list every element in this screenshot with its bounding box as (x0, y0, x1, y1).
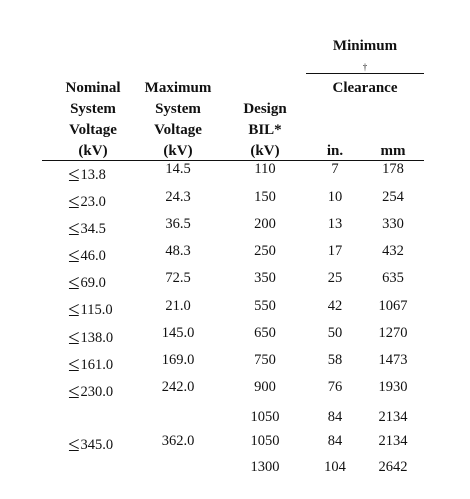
dagger-footnote-mark: † (362, 62, 368, 72)
design-bil-cell: 900 (254, 379, 276, 395)
clearance-in-cell: 7 (331, 161, 339, 177)
clearance-in-cell: 42 (327, 298, 343, 314)
nominal-header-line: Nominal (65, 80, 121, 96)
clearance-group-header (306, 36, 424, 99)
nominal-voltage-cell: ≤13.8 (68, 162, 106, 186)
nominal-header-line: (kV) (78, 143, 108, 159)
maximum-voltage-cell: 48.3 (165, 243, 191, 259)
nominal-voltage-cell: ≤138.0 (68, 325, 114, 349)
nominal-voltage-cell: ≤115.0 (68, 297, 113, 321)
inches-header: in. (326, 143, 344, 159)
clearance-mm-cell: 1473 (378, 352, 408, 368)
design-bil-cell: 110 (254, 161, 276, 177)
nominal-voltage-cell: ≤345.0 (68, 432, 114, 456)
nominal-header-line: System (70, 101, 116, 117)
clearance-in-cell: 84 (327, 433, 343, 449)
clearance-in-cell: 10 (327, 189, 343, 205)
clearance-mm-cell: 1270 (378, 325, 408, 341)
design-bil-cell: 1050 (250, 433, 280, 449)
nominal-voltage-cell: ≤23.0 (68, 189, 106, 213)
design-bil-cell: 550 (254, 298, 276, 314)
maximum-header-line: (kV) (163, 143, 193, 159)
nominal-voltage-cell: ≤46.0 (68, 243, 106, 267)
less-equal-symbol: ≤ (68, 162, 80, 186)
clearance-mm-cell: 254 (382, 189, 404, 205)
design-bil-header (230, 99, 300, 162)
clearance-in-cell: 13 (327, 216, 343, 232)
maximum-voltage-header (138, 78, 218, 162)
nominal-voltage-cell: ≤34.5 (68, 216, 106, 240)
clearance-in-cell: 50 (327, 325, 343, 341)
clearance-mm-cell: 2134 (378, 409, 408, 425)
maximum-voltage-cell: 362.0 (161, 433, 195, 449)
design-bil-cell: 200 (254, 216, 276, 232)
design-bil-cell: 1050 (250, 409, 280, 425)
maximum-voltage-cell: 21.0 (165, 298, 191, 314)
maximum-header-line: System (155, 101, 201, 117)
design-bil-cell: 750 (254, 352, 276, 368)
maximum-voltage-cell: 36.5 (165, 216, 191, 232)
maximum-voltage-cell: 242.0 (161, 379, 195, 395)
clearance-in-cell: 58 (327, 352, 343, 368)
maximum-voltage-cell: 14.5 (165, 161, 191, 177)
less-equal-symbol: ≤ (68, 297, 80, 321)
maximum-voltage-cell: 72.5 (165, 270, 191, 286)
design-bil-cell: 250 (254, 243, 276, 259)
maximum-header-line: Maximum (144, 80, 212, 96)
clearance-mm-cell: 635 (382, 270, 404, 286)
clearance-mm-cell: 2134 (378, 433, 408, 449)
nominal-voltage-cell: ≤69.0 (68, 270, 106, 294)
clearance-mm-cell: 2642 (378, 459, 408, 475)
mm-header: mm (380, 143, 406, 159)
nominal-voltage-cell: ≤230.0 (68, 379, 114, 403)
clearance-in-cell: 76 (327, 379, 343, 395)
clearance-group-line2: Clearance (332, 80, 398, 96)
less-equal-symbol: ≤ (68, 432, 80, 456)
clearance-mm-cell: 178 (382, 161, 404, 177)
clearance-mm-cell: 330 (382, 216, 404, 232)
less-equal-symbol: ≤ (68, 270, 80, 294)
clearance-mm-cell: 1067 (378, 298, 408, 314)
clearance-in-cell: 84 (327, 409, 343, 425)
clearance-in-cell: 17 (327, 243, 343, 259)
nominal-voltage-cell: ≤161.0 (68, 352, 114, 376)
less-equal-symbol: ≤ (68, 216, 80, 240)
design-bil-cell: 150 (254, 189, 276, 205)
less-equal-symbol: ≤ (68, 352, 80, 376)
nominal-header-line: Voltage (69, 122, 117, 138)
maximum-header-line: Voltage (154, 122, 202, 138)
less-equal-symbol: ≤ (68, 189, 80, 213)
clearance-in-cell: 25 (327, 270, 343, 286)
design-bil-cell: 1300 (250, 459, 280, 475)
clearance-group-line1: Minimum † (306, 36, 424, 78)
less-equal-symbol: ≤ (68, 243, 80, 267)
clearance-mm-cell: 1930 (378, 379, 408, 395)
maximum-voltage-cell: 169.0 (161, 352, 195, 368)
less-equal-symbol: ≤ (68, 325, 80, 349)
nominal-voltage-header (48, 78, 138, 162)
clearance-in-cell: 104 (324, 459, 346, 475)
design-bil-cell: 350 (254, 270, 276, 286)
less-equal-symbol: ≤ (68, 379, 80, 403)
design-header-line: BIL* (248, 122, 282, 138)
design-bil-cell: 650 (254, 325, 276, 341)
design-header-line: Design (243, 101, 287, 117)
clearance-group-rule (306, 73, 424, 74)
maximum-voltage-cell: 145.0 (161, 325, 195, 341)
maximum-voltage-cell: 24.3 (165, 189, 191, 205)
header-rule (42, 160, 424, 161)
clearance-mm-cell: 432 (382, 243, 404, 259)
design-header-line: (kV) (250, 143, 280, 159)
